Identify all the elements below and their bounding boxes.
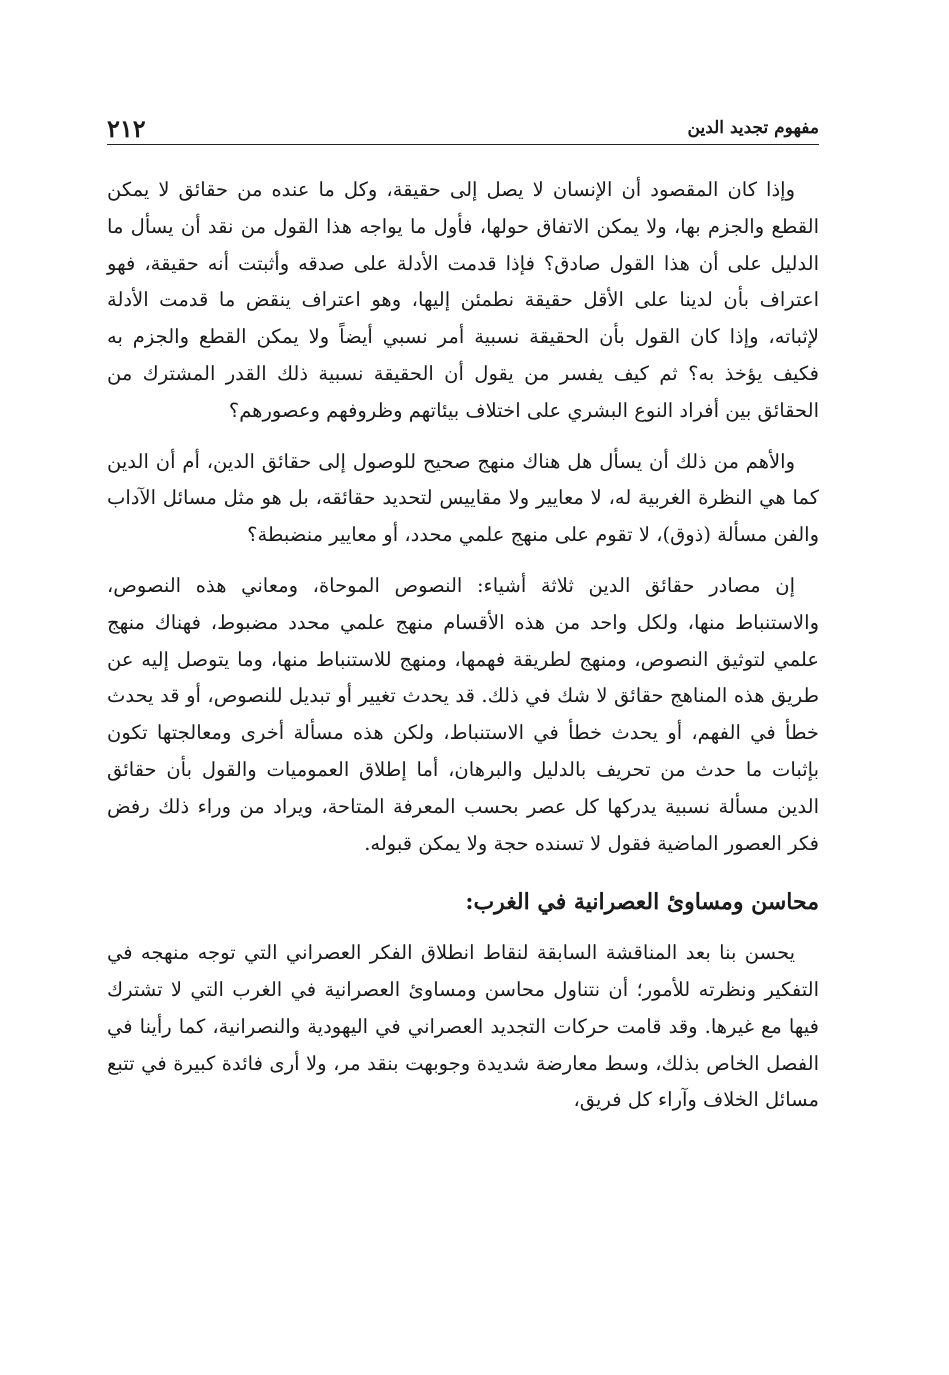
paragraph-4: يحسن بنا بعد المناقشة السابقة لنقاط انطلاق الفكر العصراني التي توجه منهجه في التفكير ونظرته للأمور؛ أن نتناول محاسن ومساوئ العصرانية في الغرب التي لا تشترك فيها مع غيرها. وقد قامت حركات التجديد العصراني في اليهودية والنصرانية، كما رأينا في الفصل الخاص بذلك، وسط معارضة شديدة وجوبهت بنقد مر، ولا أرى فائدة كبيرة في تتبع مسائل الخلاف وآراء كل فريق، bbox=[107, 941, 819, 1112]
page-number: ٢١٢ bbox=[107, 114, 146, 143]
section-heading: محاسن ومساوئ العصرانية في الغرب: bbox=[465, 889, 819, 916]
paragraph-2: والأهم من ذلك أن يسأل هل هناك منهج صحيح للوصول إلى حقائق الدين، أم أن الدين كما هي النظرة الغربية له، لا معايير ولا مقاييس لتحديد حقائقه، بل هو مثل مسائل الآداب والفن مسألة (ذوق)، لا تقوم على منهج علمي محدد، أو معايير منضبطة؟ bbox=[107, 449, 819, 547]
running-head bbox=[107, 112, 819, 145]
running-title: مفهوم تجديد الدين bbox=[687, 118, 819, 138]
paragraph-3: إن مصادر حقائق الدين ثلاثة أشياء: النصوص الموحاة، ومعاني هذه النصوص، والاستنباط منها، ولكل واحد من هذه الأقسام منهج علمي محدد مضبوط، فهناك منهج علمي لتوثيق النصوص، ومنهج لطريقة فهمها، ومنهج للاستنباط منها، وما يتوصل إليه عن طريق هذه المناهج حقائق لا شك في ذلك. قد يحدث تغيير أو تبديل للنصوص، أو قد يحدث خطأ في الفهم، أو يحدث خطأ في الاستنباط، ولكن هذه مسألة أخرى ومعالجتها تكون بإثبات ما حدث من تحريف بالدليل والبرهان، أما إطلاق العموميات والقول بأن حقائق الدين مسألة نسبية يدركها كل عصر بحسب المعرفة المتاحة، ويراد من وراء ذلك رفض فكر العصور الماضية فقول لا تسنده حجة ولا يمكن قبوله. bbox=[107, 573, 819, 855]
paragraph-1: وإذا كان المقصود أن الإنسان لا يصل إلى حقيقة، وكل ما عنده من حقائق لا يمكن القطع والجزم بها، ولا يمكن الاتفاق حولها، فأول ما يواجه هذا القول من نقد أن يسأل ما الدليل على أن هذا القول صادق؟ فإذا قدمت الأدلة على صدقه وأثبتت أنه حقيقة، فهو اعتراف بأن لدينا على الأقل حقيقة نطمئن إليها، وهو اعتراف ينقض ما قدمت الأدلة لإثباته، وإذا كان القول بأن الحقيقة نسبية أمر نسبي أيضاً ولا يمكن القطع والجزم به فكيف يؤخذ به؟ ثم كيف يفسر من يقول أن الحقيقة نسبية ذلك القدر المشترك من الحقائق بين أفراد النوع البشري على اختلاف بيئاتهم وظروفهم وعصورهم؟ bbox=[107, 178, 819, 422]
body-text bbox=[107, 172, 819, 1133]
